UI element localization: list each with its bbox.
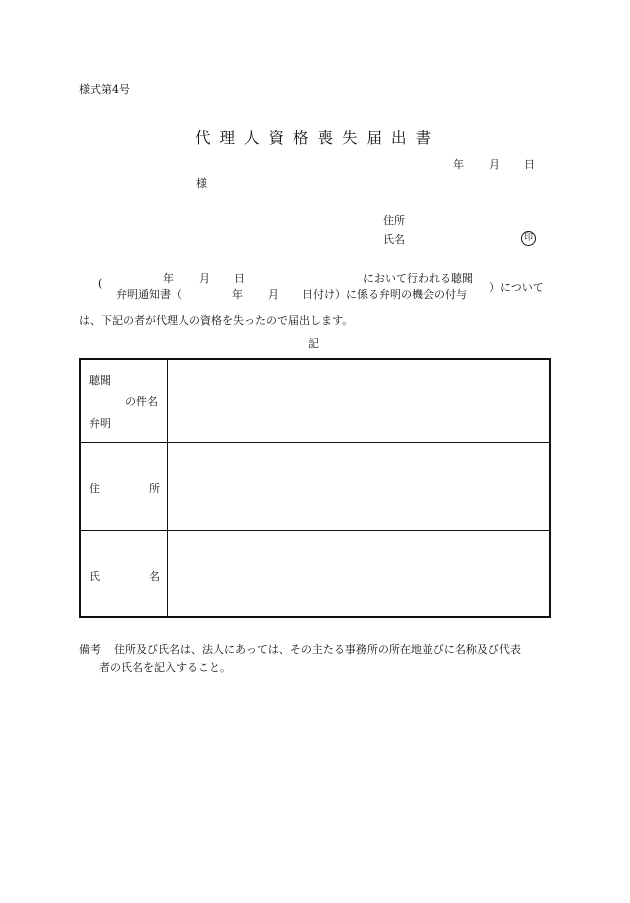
- line2-month: 月: [268, 288, 279, 301]
- document-title: 代理人資格喪失届出書: [195, 129, 441, 147]
- form-table: [79, 358, 551, 618]
- row3-label-right: 名: [149, 570, 160, 583]
- name-field[interactable]: [168, 531, 549, 617]
- table-row-case-name: [81, 360, 549, 442]
- ki-heading: 記: [308, 337, 319, 350]
- line1-month: 月: [199, 272, 210, 285]
- body-line3: は、下記の者が代理人の資格を失ったので届出します。: [79, 314, 354, 327]
- row2-label-left: 住: [89, 482, 100, 495]
- line2-text: 日付け）に係る弁明の機会の付与: [302, 288, 467, 301]
- address-field[interactable]: [168, 443, 549, 531]
- line2-prefix: 弁明通知書（: [116, 288, 182, 301]
- row1-label-hearing: 聴聞: [89, 374, 111, 387]
- form-number: 様式第4号: [79, 83, 130, 96]
- date-month: 月: [489, 158, 500, 171]
- addressee-suffix: 様: [196, 177, 207, 190]
- close-paren: ）について: [489, 281, 544, 294]
- case-name-field[interactable]: [168, 360, 549, 442]
- table-row-name: [81, 530, 549, 617]
- open-paren: (: [98, 277, 103, 290]
- row3-label-left: 氏: [89, 570, 100, 583]
- table-row-address: [81, 442, 549, 531]
- date-year: 年: [453, 158, 464, 171]
- row1-label-explanation: 弁明: [89, 417, 111, 430]
- row2-label-right: 所: [149, 482, 160, 495]
- seal-mark: 印: [521, 231, 536, 246]
- date-day: 日: [524, 158, 535, 171]
- remarks-line2: 者の氏名を記入すること。: [99, 661, 231, 674]
- line1-day: 日: [234, 272, 245, 285]
- remarks-line1: 住所及び氏名は、法人にあっては、その主たる事務所の所在地並びに名称及び代表: [114, 643, 521, 656]
- address-label: 住所: [383, 214, 405, 227]
- line2-year: 年: [232, 288, 243, 301]
- remarks-label: 備考: [79, 643, 101, 656]
- line1-text: において行われる聴聞: [363, 272, 473, 285]
- row1-label-case-name: の件名: [125, 395, 158, 408]
- line1-year: 年: [163, 272, 174, 285]
- name-label: 氏名: [383, 233, 405, 246]
